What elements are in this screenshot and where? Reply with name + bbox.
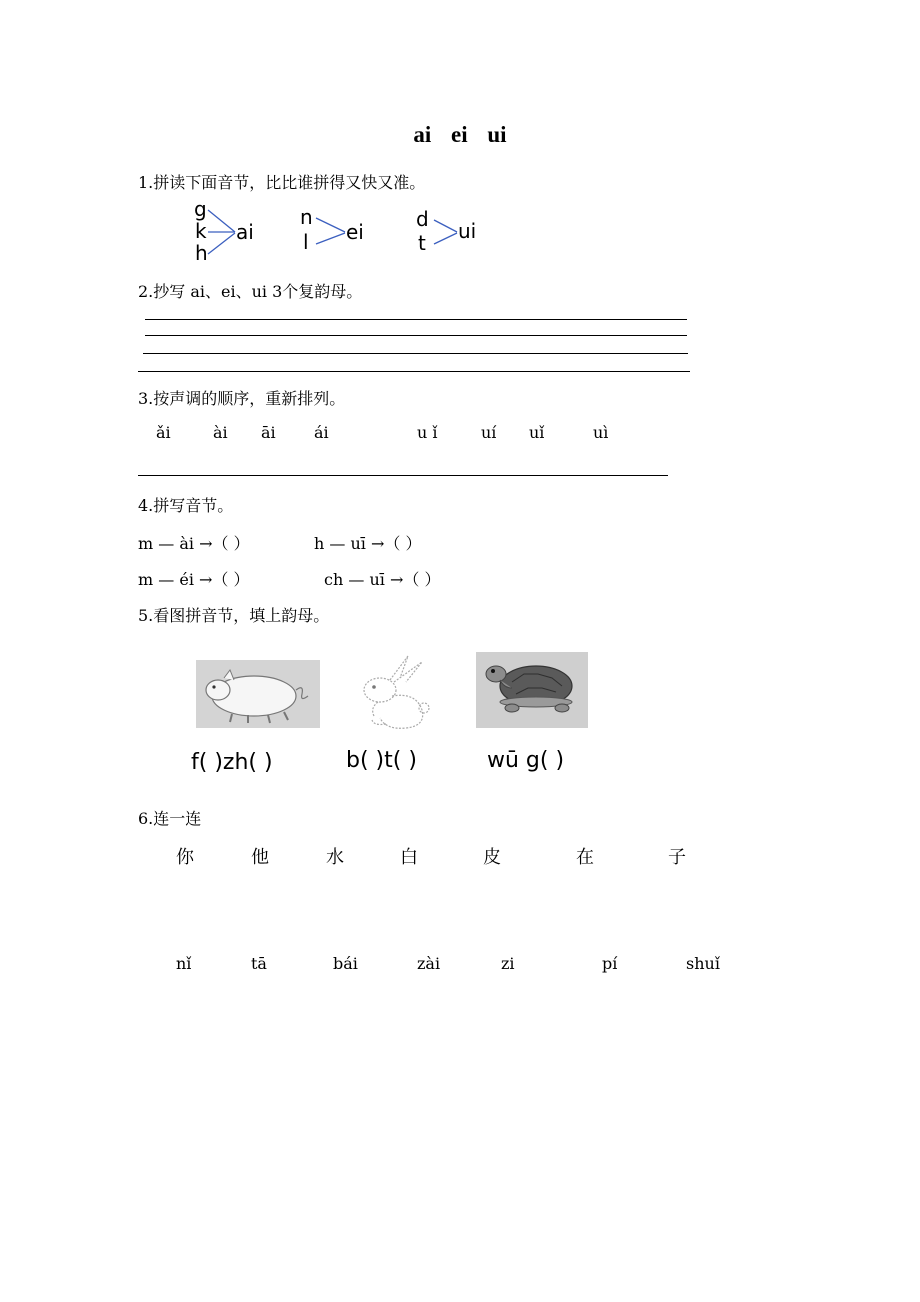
q1-initial: h xyxy=(195,241,208,264)
question-1-prompt: 1.拼读下面音节，比比谁拼得又快又准。 xyxy=(138,173,426,192)
answer-line xyxy=(138,475,668,476)
page-title: ai ei ui xyxy=(413,122,507,147)
question-4-prompt: 4.拼写音节。 xyxy=(138,496,234,515)
turtle-image xyxy=(476,652,588,728)
match-character: 子 xyxy=(668,847,686,868)
pig-image xyxy=(196,660,320,728)
turtle-fill-blank: wū g( ) xyxy=(487,748,565,773)
q1-spelling-diagrams xyxy=(188,196,498,264)
tone-item: uì xyxy=(593,423,609,442)
match-character: 水 xyxy=(326,847,344,868)
match-pinyin: zi xyxy=(501,954,515,973)
match-pinyin: bái xyxy=(333,954,358,973)
match-pinyin: zài xyxy=(417,954,441,973)
q1-initial: k xyxy=(195,219,207,243)
tone-item: uǐ xyxy=(529,423,545,442)
question-2-prompt: 2.抄写 ai、ei、ui 3个复韵母。 xyxy=(138,282,363,301)
q1-initial: t xyxy=(418,231,426,255)
q1-initial: n xyxy=(300,205,313,229)
syllable-exercise: m — ài →（ ） xyxy=(138,534,250,553)
match-character: 皮 xyxy=(483,847,501,868)
q1-initial: l xyxy=(303,230,309,254)
q1-initial: d xyxy=(416,207,429,231)
tone-item: ǎi xyxy=(156,423,171,442)
match-pinyin: tā xyxy=(251,954,267,973)
syllable-exercise: h — uī →（ ） xyxy=(314,534,422,553)
q1-final: ai xyxy=(236,220,254,244)
q1-final: ui xyxy=(458,219,477,243)
rabbit-image xyxy=(350,650,440,736)
rabbit-fill-blank: b( )t( ) xyxy=(346,748,417,773)
syllable-exercise: m — éi →（ ） xyxy=(138,570,250,589)
match-pinyin: nǐ xyxy=(176,954,192,973)
tone-item: āi xyxy=(261,423,276,442)
match-character: 他 xyxy=(251,847,269,868)
tone-item: u ǐ xyxy=(417,423,438,442)
pig-fill-blank: f( )zh( ) xyxy=(191,750,273,775)
question-3-prompt: 3.按声调的顺序，重新排列。 xyxy=(138,389,346,408)
match-character: 在 xyxy=(576,847,594,868)
question-6-prompt: 6.连一连 xyxy=(138,809,202,828)
q1-final: ei xyxy=(346,220,364,244)
question-5-prompt: 5.看图拼音节，填上韵母。 xyxy=(138,606,330,625)
match-pinyin: pí xyxy=(602,954,618,973)
match-character: 白 xyxy=(400,847,418,868)
tone-item: ài xyxy=(213,423,228,442)
q1-initial: g xyxy=(194,197,207,221)
syllable-exercise: ch — uī →（ ） xyxy=(324,570,441,589)
tone-item: uí xyxy=(481,423,497,442)
match-character: 你 xyxy=(176,847,194,868)
tone-item: ái xyxy=(314,423,329,442)
match-pinyin: shuǐ xyxy=(686,954,720,973)
